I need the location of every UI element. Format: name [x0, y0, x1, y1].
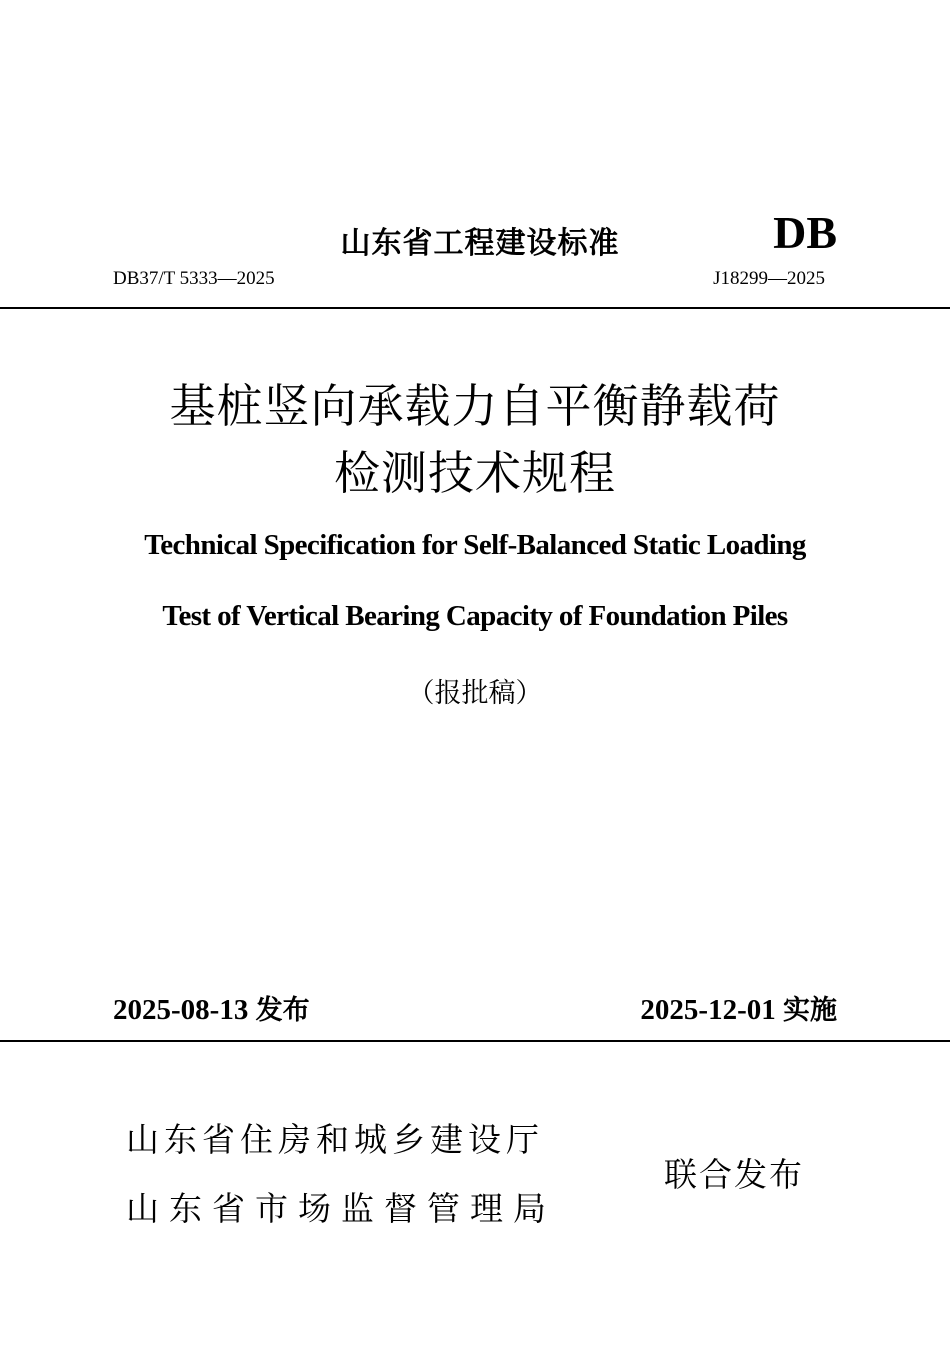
joint-issue-label: 联合发布 [664, 1155, 804, 1194]
issue-date-line [113, 988, 310, 1027]
bottom-divider [0, 1040, 950, 1042]
chinese-title-line-2: 检测技术规程 [334, 446, 616, 500]
issue-label: 发布 [255, 995, 310, 1026]
english-title-line-1: Technical Specification for Self-Balanced Static Loading [144, 529, 806, 561]
chinese-title-line-1: 基桩竖向承载力自平衡静载荷 [169, 379, 781, 433]
series-title: 山东省工程建设标准 [340, 226, 620, 261]
implement-date: 2025-12-01 [640, 994, 776, 1026]
issuer-housing-department: 山东省住房和城乡建设厅 [126, 1120, 544, 1159]
db-mark: DB [773, 207, 837, 258]
standard-number: DB37/T 5333—2025 [113, 268, 275, 289]
draft-status: （报批稿） [407, 678, 543, 709]
record-number: J18299—2025 [713, 268, 825, 289]
top-divider [0, 307, 950, 309]
implement-date-line [640, 988, 837, 1027]
issue-date: 2025-08-13 [113, 994, 249, 1026]
implement-label: 实施 [783, 995, 837, 1026]
english-title-line-2: Test of Vertical Bearing Capacity of Foundation Piles [162, 600, 788, 632]
issuer-market-supervision: 山东省市场监督管理局 [126, 1189, 556, 1228]
